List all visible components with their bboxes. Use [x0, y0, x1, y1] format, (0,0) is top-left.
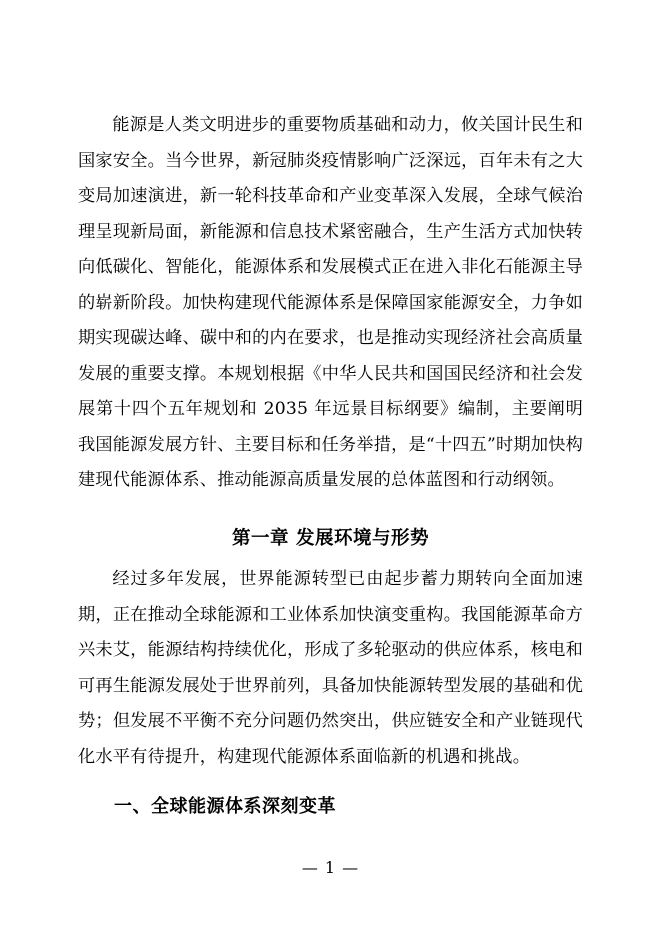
chapter-paragraph-1: 经过多年发展，世界能源转型已由起步蓄力期转向全面加速期，正在推动全球能源和工业体系加快演变重构。我国能源革命方兴未艾，能源结构持续优化，形成了多轮驱动的供应体系，核电和可再生能源发展处于世界前列，具备加快能源转型发展的基础和优势；但发展不平衡不充分问题仍然突出，供应链安全和产业链现代化水平有待提升，构建现代能源体系面临新的机遇和挑战。: [78, 569, 583, 767]
chapter-heading: 第一章 发展环境与形势: [232, 527, 429, 549]
intro-paragraph: 能源是人类文明进步的重要物质基础和动力，攸关国计民生和国家安全。当今世界，新冠肺炎疫情影响广泛深远，百年未有之大变局加速演进，新一轮科技革命和产业变革深入发展，全球气候治理呈现新局面，新能源和信息技术紧密融合，生产生活方式加快转向低碳化、智能化，能源体系和发展模式正在进入非化石能源主导的崭新阶段。加快构建现代能源体系是保障国家能源安全，力争如期实现碳达峰、碳中和的内在要求，也是推动实现经济社会高质量发展的重要支撑。本规划根据《中华人民共和国国民经济和社会发展第十四个五年规划和 2035 年远景目标纲要》编制，主要阐明我国能源发展方针、主要目标和任务举措，是“十四五”时期加快构建现代能源体系、推动能源高质量发展的总体蓝图和行动纲领。: [78, 115, 583, 490]
page-number: — 1 —: [301, 858, 360, 877]
section-heading: 一、全球能源体系深刻变革: [114, 796, 336, 817]
